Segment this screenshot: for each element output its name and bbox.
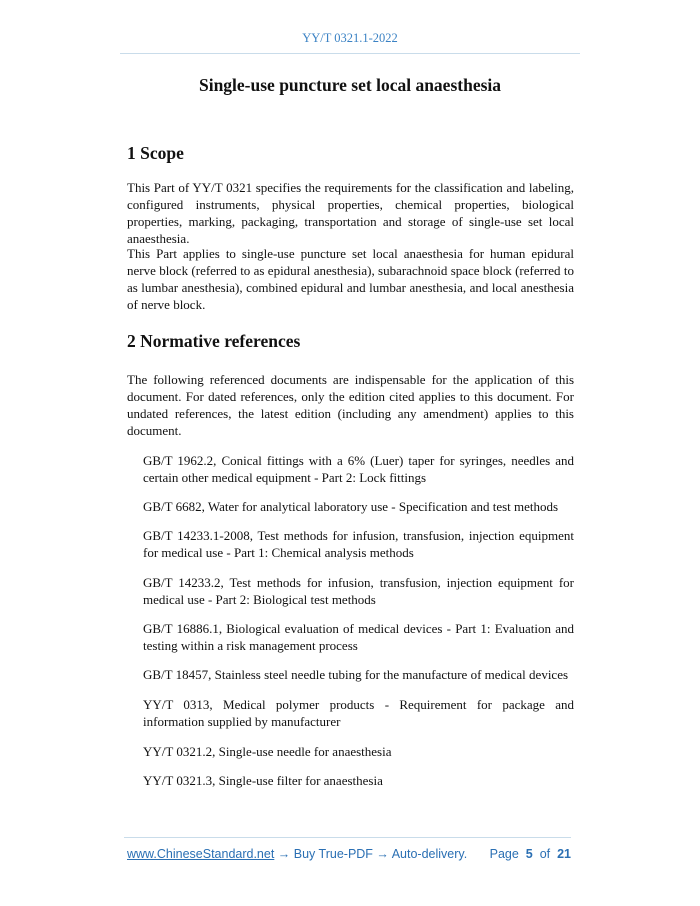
references-intro-paragraph: The following referenced documents are indispensable for the application of this document. For dated references, only the edition cited applies to this document. For undated references, the latest edition (including any amendment) applies to this document. — [127, 372, 574, 438]
reference-item: GB/T 18457, Stainless steel needle tubing for the manufacture of medical devices — [143, 667, 569, 682]
document-title: Single-use puncture set local anaesthesia — [198, 75, 502, 95]
reference-item: GB/T 1962.2, Conical fittings with a 6% (Luer) taper for syringes, needles and certain other medical equipment - Part 2: Lock fittings — [143, 453, 574, 485]
section-heading-scope: 1 Scope — [127, 143, 184, 163]
reference-item: GB/T 14233.2, Test methods for infusion, transfusion, injection equipment for medical use - Part 2: Biological test methods — [143, 575, 574, 607]
document-id-header: YY/T 0321.1-2022 — [302, 31, 398, 45]
header-divider — [120, 53, 580, 54]
footer-divider — [124, 837, 571, 838]
scope-paragraph: This Part applies to single-use puncture set local anaesthesia for human epidural nerve block (referred to as epidural anesthesia), subarachnoid space block (referred to as lumbar anesthesia), combined epidural and lumbar anesthesia, and local anesthesia of nerve block. — [127, 246, 574, 312]
page-indicator — [490, 847, 571, 861]
reference-item: YY/T 0313, Medical polymer products - Requirement for package and information supplied by manufacturer — [143, 697, 574, 729]
reference-item: YY/T 0321.2, Single-use needle for anaesthesia — [143, 744, 392, 759]
footer-tagline: → Buy True-PDF → Auto-delivery. — [274, 847, 468, 861]
reference-item: GB/T 14233.1-2008, Test methods for infusion, transfusion, injection equipment for medical use - Part 1: Chemical analysis methods — [143, 528, 574, 560]
section-heading-normative-references: 2 Normative references — [127, 331, 301, 351]
page-footer — [127, 847, 571, 861]
reference-item: GB/T 16886.1, Biological evaluation of medical devices - Part 1: Evaluation and testing within a risk management process — [143, 621, 574, 653]
scope-paragraph: This Part of YY/T 0321 specifies the requirements for the classification and labeling, configured instruments, physical properties, chemical properties, biological properties, marking, packaging, transportation and storage of single-use set local anaesthesia. — [127, 180, 574, 246]
of-label: of — [539, 847, 551, 861]
total-pages: 21 — [557, 847, 571, 861]
page-number: 5 — [525, 847, 533, 861]
page-label: Page — [489, 847, 519, 861]
reference-item: YY/T 0321.3, Single-use filter for anaesthesia — [143, 773, 383, 788]
website-link[interactable]: www.ChineseStandard.net — [127, 847, 275, 861]
footer-promo — [127, 847, 467, 861]
reference-item: GB/T 6682, Water for analytical laboratory use - Specification and test methods — [143, 499, 559, 514]
